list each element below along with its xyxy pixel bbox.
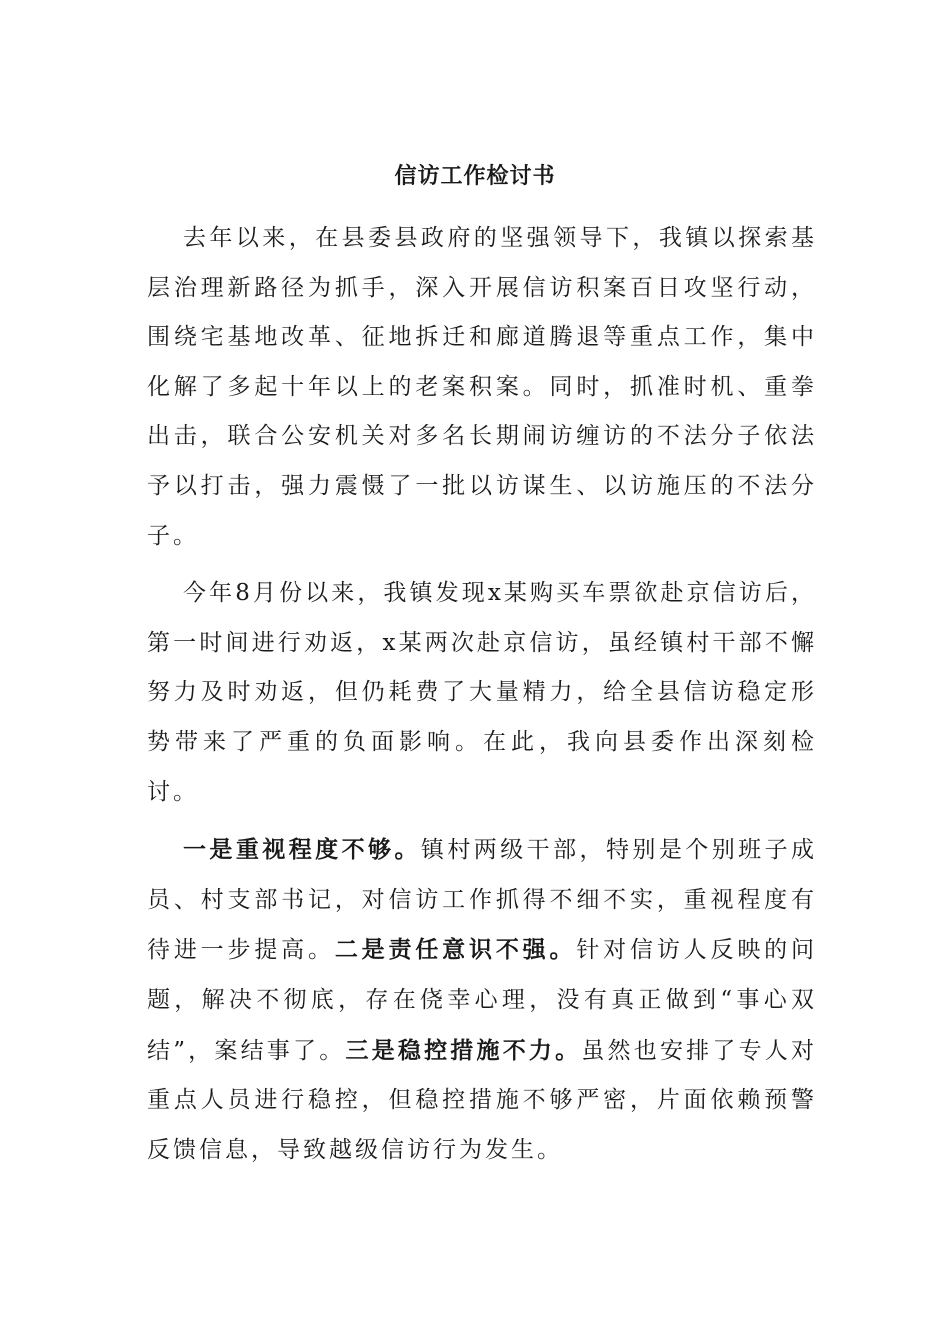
point-two-text: 针对信访人反映的问题，解决不彻底，存在侥幸心理，没有真正做到“事心双结”，案结事了。 — [147, 937, 818, 1064]
paragraph-incident: 今年8月份以来，我镇发现x某购买车票欲赴京信访后，第一时间进行劝返，x某两次赴京信访，虽经镇村干部不懈努力及时劝返，但仍耗费了大量精力，给全县信访稳定形势带来了严重的负面影响。在此，我向县委作出深刻检讨。 — [147, 580, 817, 805]
point-two-heading: 二是责任意识不强。 — [334, 936, 577, 964]
point-three-heading: 三是稳控措施不力。 — [345, 1036, 582, 1064]
paragraph-reflection — [147, 825, 817, 1175]
point-one-text: 镇村两级干部，特别是个别班子成员、村支部书记，对信访工作抓得不细不实，重视程度有待进一步提高。 — [147, 837, 818, 964]
point-one-heading: 一是重视程度不够。 — [183, 836, 421, 864]
paragraph-background: 去年以来，在县委县政府的坚强领导下，我镇以探索基层治理新路径为抓手，深入开展信访积案百日攻坚行动，围绕宅基地改革、征地拆迁和廊道腾退等重点工作，集中化解了多起十年以上的老案积案。同时，抓准时机、重拳出击，联合公安机关对多名长期闹访缠访的不法分子依法予以打击，强力震慑了一批以访谋生、以访施压的不法分子。 — [147, 225, 817, 549]
point-three-text: 虽然也安排了专人对重点人员进行稳控，但稳控措施不够严密，片面依赖预警反馈信息，导致越级信访行为发生。 — [147, 1037, 818, 1163]
document-title: 信访工作检讨书 — [394, 163, 556, 189]
document-body — [147, 214, 817, 1183]
